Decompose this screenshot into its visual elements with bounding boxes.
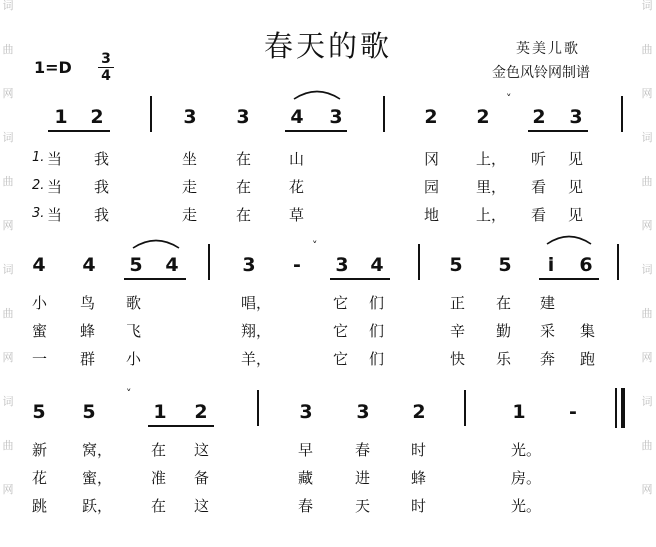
note: 4 (82, 254, 96, 276)
note: 3 (242, 254, 256, 276)
lyric-word: 天 (355, 497, 371, 515)
watermark-char: 网 (2, 219, 14, 232)
watermark-char: 词 (641, 131, 653, 144)
lyric-word: 走 (182, 178, 198, 196)
watermark-char: 曲 (641, 307, 653, 320)
watermark-char: 曲 (641, 43, 653, 56)
lyric-word: 蜜， (82, 469, 113, 487)
lyric-word: 当 (47, 206, 63, 224)
watermark-char: 词 (641, 0, 653, 12)
lyric-word: 集 (580, 322, 596, 340)
note: i (547, 254, 555, 276)
watermark-char: 曲 (2, 175, 14, 188)
eighth-beam (285, 130, 347, 132)
note: 5 (129, 254, 143, 276)
watermark-char: 网 (641, 351, 653, 364)
lyric-word: 春 (355, 441, 371, 459)
bar-line (208, 244, 210, 280)
lyric-word: 飞 (126, 322, 142, 340)
lyric-word: 见 (568, 150, 584, 168)
watermark-char: 曲 (641, 175, 653, 188)
breath-mark: ˅ (126, 387, 132, 400)
final-bar-line (615, 388, 617, 428)
lyric-word: 乐 (496, 350, 512, 368)
note: 3 (335, 254, 349, 276)
note: 5 (32, 401, 46, 423)
lyric-word: 采 (540, 322, 556, 340)
meter-top: 3 (101, 51, 111, 67)
eighth-beam (148, 425, 214, 427)
note: 2 (90, 106, 104, 128)
watermark-left (1, 0, 15, 547)
lyric-word: 光。 (511, 441, 542, 459)
note: 1 (512, 401, 526, 423)
lyric-word: 我 (94, 178, 110, 196)
lyric-word: 在 (236, 206, 252, 224)
lyric-word: 房。 (511, 469, 542, 487)
note: 3 (569, 106, 583, 128)
lyric-word: 奔 (540, 350, 556, 368)
note: - (569, 401, 577, 423)
lyric-word: 跃， (82, 497, 113, 515)
lyric-word: 羊， (241, 350, 272, 368)
watermark-char: 词 (2, 0, 14, 12)
note: - (293, 254, 301, 276)
lyric-word: 我 (94, 206, 110, 224)
bar-line (464, 390, 466, 426)
bar-line (621, 96, 623, 132)
breath-mark: ˅ (506, 92, 512, 105)
note: 1 (153, 401, 167, 423)
note: 5 (82, 401, 96, 423)
verse-number: 2. (32, 178, 45, 193)
lyric-word: 地 (424, 206, 440, 224)
note: 2 (194, 401, 208, 423)
breath-mark: ˅ (312, 239, 318, 252)
eighth-beam (48, 130, 110, 132)
bar-line (257, 390, 259, 426)
lyric-word: 快 (450, 350, 466, 368)
note: 3 (183, 106, 197, 128)
watermark-char: 网 (2, 87, 14, 100)
watermark-char: 网 (641, 219, 653, 232)
lyric-word: 准 (151, 469, 167, 487)
lyric-word: 花 (289, 178, 305, 196)
watermark-char: 网 (641, 87, 653, 100)
note: 2 (532, 106, 546, 128)
note: 6 (579, 254, 593, 276)
lyric-word: 春 (298, 497, 314, 515)
lyric-word: 坐 (182, 150, 198, 168)
lyric-word: 翔， (241, 322, 272, 340)
lyric-word: 在 (236, 178, 252, 196)
note: 3 (236, 106, 250, 128)
note: 4 (165, 254, 179, 276)
watermark-char: 网 (641, 483, 653, 496)
lyric-word: 们 (369, 294, 385, 312)
note: 4 (32, 254, 46, 276)
lyric-word: 这 (194, 441, 210, 459)
eighth-beam (539, 278, 599, 280)
bar-line (383, 96, 385, 132)
lyric-word: 蜂 (411, 469, 427, 487)
note: 5 (498, 254, 512, 276)
final-bar-line-thick (621, 388, 625, 428)
eighth-beam (124, 278, 186, 280)
watermark-char: 词 (2, 395, 14, 408)
lyric-word: 蜜 (32, 322, 48, 340)
lyric-word: 备 (194, 469, 210, 487)
lyric-word: 花 (32, 469, 48, 487)
bar-line (150, 96, 152, 132)
lyric-word: 新 (32, 441, 48, 459)
note: 4 (370, 254, 384, 276)
watermark-char: 曲 (2, 439, 14, 452)
note: 2 (476, 106, 490, 128)
note: 3 (356, 401, 370, 423)
watermark-char: 词 (2, 131, 14, 144)
lyric-word: 群 (80, 350, 96, 368)
lyric-word: 一 (32, 350, 48, 368)
score-source: 金色风铃网制谱 (492, 65, 590, 81)
lyric-word: 小 (126, 350, 142, 368)
lyric-word: 在 (151, 441, 167, 459)
lyric-word: 走 (182, 206, 198, 224)
bar-line (617, 244, 619, 280)
lyric-word: 园 (424, 178, 440, 196)
watermark-char: 词 (641, 263, 653, 276)
lyric-word: 跳 (32, 497, 48, 515)
lyric-word: 草 (289, 206, 305, 224)
watermark-char: 网 (2, 483, 14, 496)
lyric-word: 时 (411, 497, 427, 515)
lyric-word: 我 (94, 150, 110, 168)
lyric-word: 看 (531, 178, 547, 196)
lyric-word: 唱， (241, 294, 272, 312)
note: 5 (449, 254, 463, 276)
bar-line (418, 244, 420, 280)
lyric-word: 它 (333, 294, 349, 312)
song-origin: 英美儿歌 (516, 41, 580, 57)
lyric-word: 辛 (450, 322, 466, 340)
lyric-word: 进 (355, 469, 371, 487)
slur (131, 237, 181, 249)
lyric-word: 它 (333, 322, 349, 340)
verse-number: 1. (32, 150, 45, 165)
watermark-char: 网 (2, 351, 14, 364)
lyric-word: 鸟 (80, 294, 96, 312)
lyric-word: 听 (531, 150, 547, 168)
lyric-word: 上， (476, 150, 507, 168)
watermark-char: 曲 (2, 43, 14, 56)
lyric-word: 看 (531, 206, 547, 224)
watermark-char: 曲 (2, 307, 14, 320)
lyric-word: 在 (236, 150, 252, 168)
lyric-word: 跑 (580, 350, 596, 368)
note: 3 (329, 106, 343, 128)
song-title: 春天的歌 (263, 29, 392, 63)
lyric-word: 当 (47, 178, 63, 196)
note: 4 (290, 106, 304, 128)
eighth-beam (330, 278, 390, 280)
lyric-word: 早 (298, 441, 314, 459)
lyric-word: 山 (289, 150, 305, 168)
watermark-right (640, 0, 654, 547)
note: 2 (424, 106, 438, 128)
note: 2 (412, 401, 426, 423)
lyric-word: 窝， (82, 441, 113, 459)
lyric-word: 正 (450, 294, 466, 312)
eighth-beam (528, 130, 588, 132)
verse-number: 3. (32, 206, 45, 221)
lyric-word: 建 (540, 294, 556, 312)
meter-bottom: 4 (101, 68, 111, 84)
lyric-word: 这 (194, 497, 210, 515)
lyric-word: 藏 (298, 469, 314, 487)
lyric-word: 见 (568, 178, 584, 196)
key-signature: 1=D (34, 58, 72, 77)
lyric-word: 冈 (424, 150, 440, 168)
watermark-char: 曲 (641, 439, 653, 452)
watermark-char: 词 (641, 395, 653, 408)
lyric-word: 见 (568, 206, 584, 224)
lyric-word: 它 (333, 350, 349, 368)
note: 3 (299, 401, 313, 423)
lyric-word: 蜂 (80, 322, 96, 340)
watermark-char: 词 (2, 263, 14, 276)
slur (292, 88, 342, 100)
lyric-word: 在 (151, 497, 167, 515)
lyric-word: 时 (411, 441, 427, 459)
lyric-word: 小 (32, 294, 48, 312)
slur (545, 233, 593, 245)
lyric-word: 在 (496, 294, 512, 312)
note: 1 (54, 106, 68, 128)
lyric-word: 当 (47, 150, 63, 168)
lyric-word: 们 (369, 350, 385, 368)
lyric-word: 光。 (511, 497, 542, 515)
time-signature (96, 52, 116, 83)
lyric-word: 歌 (126, 294, 142, 312)
lyric-word: 勤 (496, 322, 512, 340)
lyric-word: 上， (476, 206, 507, 224)
lyric-word: 们 (369, 322, 385, 340)
lyric-word: 里， (476, 178, 507, 196)
